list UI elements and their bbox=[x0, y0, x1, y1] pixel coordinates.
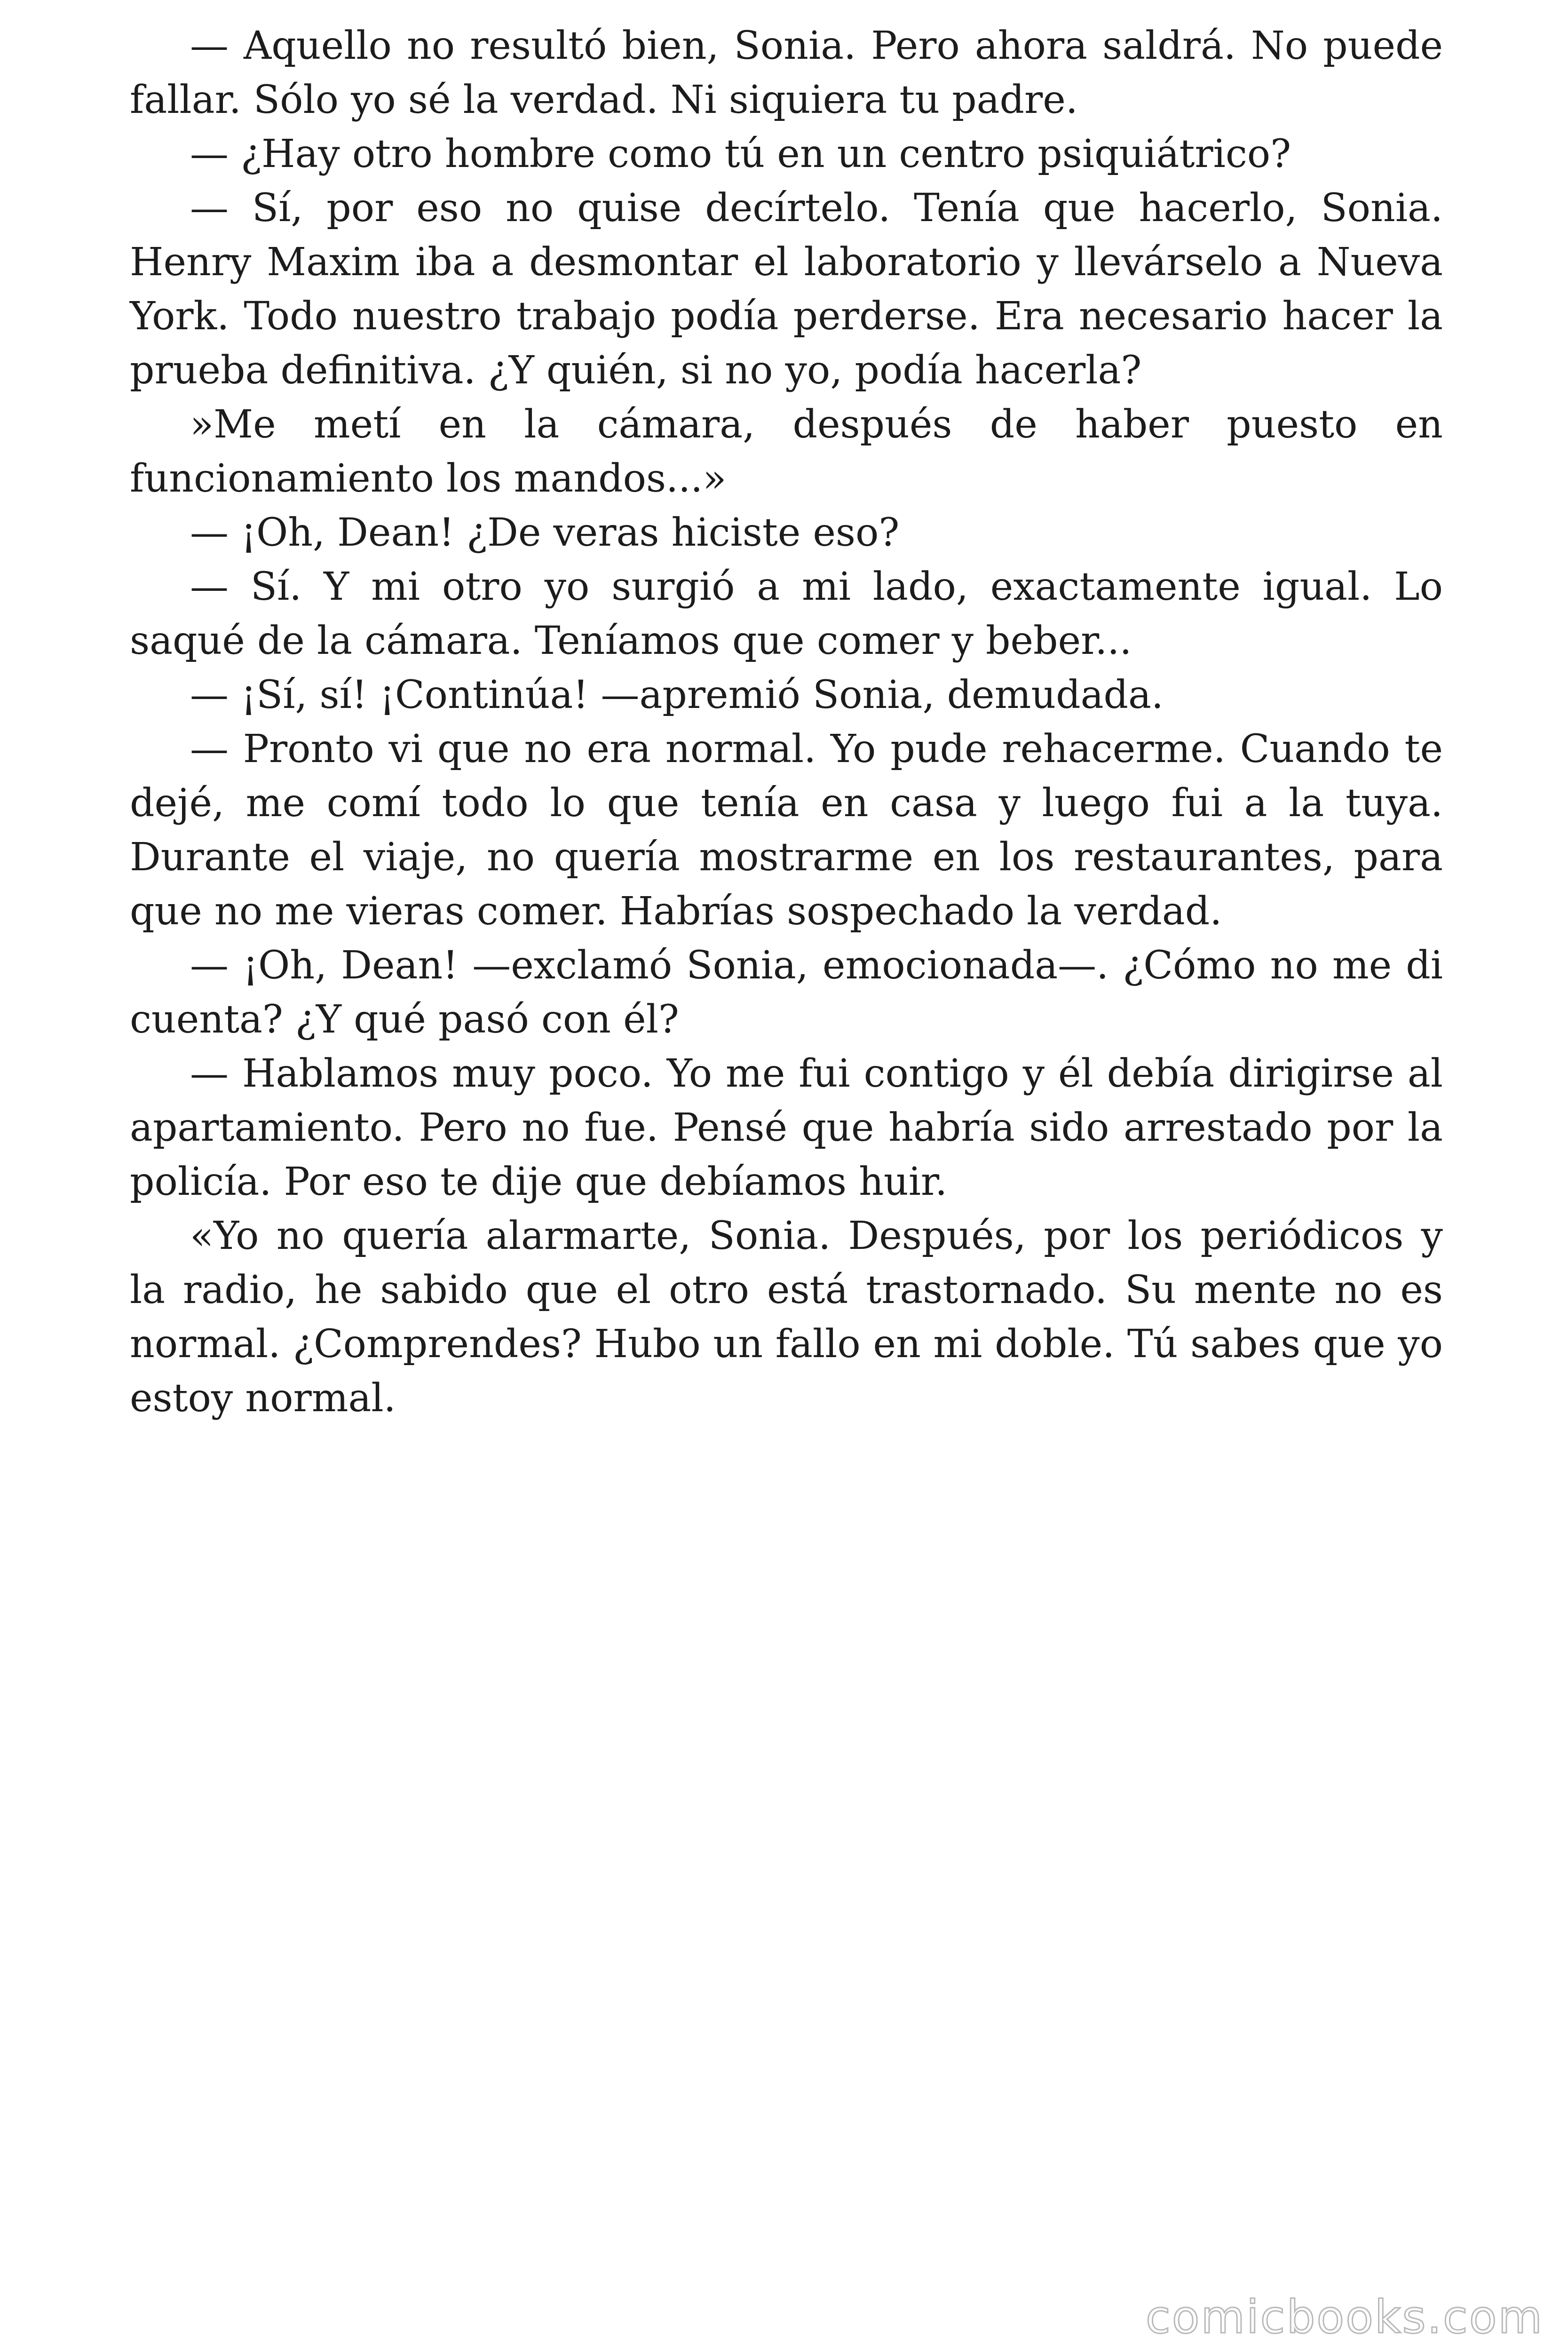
paragraph: — Hablamos muy poco. Yo me fui contigo y él debía dirigirse al apartamiento. Pero no fue. Pensé que habría sido arrestado por la policía. Por eso te dije que debíamos huir. bbox=[130, 1051, 1443, 1204]
paragraph: — ¡Oh, Dean! —exclamó Sonia, emocionada—. ¿Cómo no me di cuenta? ¿Y qué pasó con él? bbox=[130, 943, 1443, 1042]
paragraph: — Pronto vi que no era normal. Yo pude rehacerme. Cuando te dejé, me comí todo lo que tenía en casa y luego fui a la tuya. Durante el viaje, no quería mostrarme en los restaurantes, para que no me vieras comer. Habrías sospechado la verdad. bbox=[130, 727, 1443, 934]
paragraph: — Aquello no resultó bien, Sonia. Pero ahora saldrá. No puede fallar. Sólo yo sé la verdad. Ni siquiera tu padre. bbox=[130, 24, 1443, 122]
paragraph: »Me metí en la cámara, después de haber puesto en funcionamiento los mandos...» bbox=[130, 402, 1443, 501]
paragraph: — Sí, por eso no quise decírtelo. Tenía que hacerlo, Sonia. Henry Maxim iba a desmontar el laboratorio y llevárselo a Nueva York. Todo nuestro trabajo podía perderse. Era necesario hacer la prueba definitiva. ¿Y quién, si no yo, podía hacerla? bbox=[130, 186, 1443, 393]
paragraph: — ¡Sí, sí! ¡Continúa! —apremió Sonia, demudada. bbox=[190, 673, 1164, 717]
paragraph: — Sí. Y mi otro yo surgió a mi lado, exactamente igual. Lo saqué de la cámara. Teníamos que comer y beber... bbox=[130, 564, 1443, 663]
paragraph: «Yo no quería alarmarte, Sonia. Después, por los periódicos y la radio, he sabido que el otro está trastornado. Su mente no es normal. ¿Comprendes? Hubo un fallo en mi doble. Tú sabes que yo estoy normal. bbox=[130, 1214, 1443, 1421]
body-text bbox=[130, 19, 1443, 1425]
watermark: comicbooks.com bbox=[1145, 2291, 1544, 2344]
paragraph: — ¡Oh, Dean! ¿De veras hiciste eso? bbox=[190, 510, 900, 555]
paragraph: — ¿Hay otro hombre como tú en un centro psiquiátrico? bbox=[190, 132, 1291, 176]
